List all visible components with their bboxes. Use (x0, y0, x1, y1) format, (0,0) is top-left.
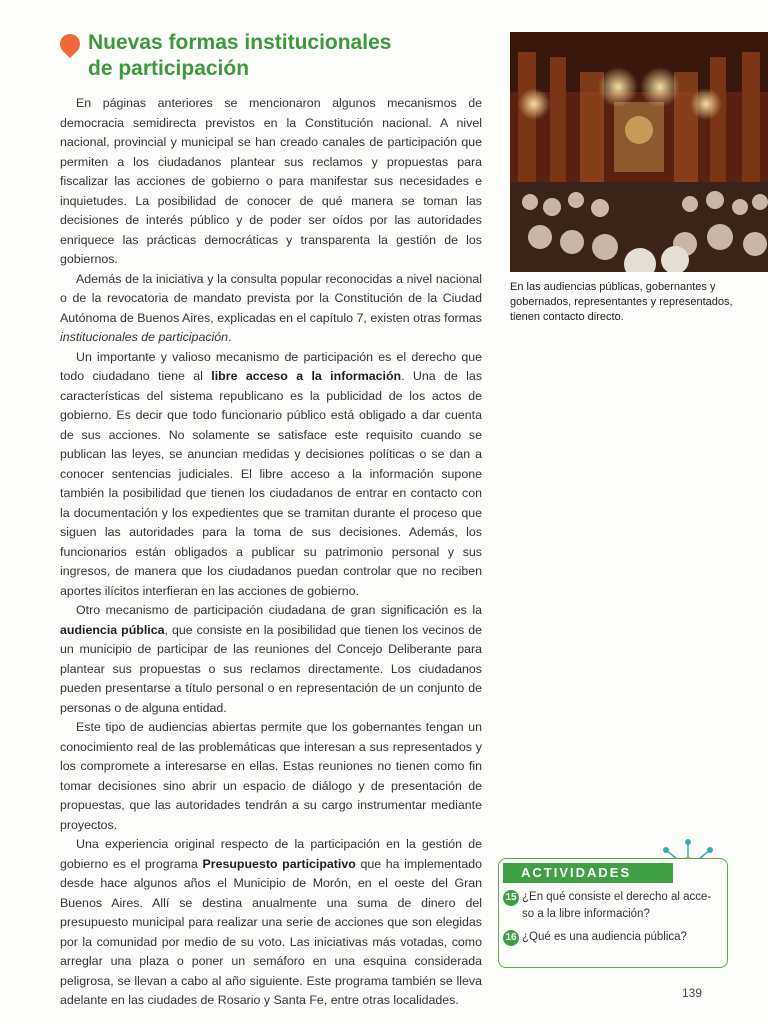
term-audiencia-publica: audiencia pública (60, 622, 165, 637)
audience-hall-photo (510, 32, 768, 272)
paragraph-1: En páginas anteriores se mencionaron algunos mecanismos de democracia semidirecta previstos en la Constitución nacional. A nivel nacional, provincial y municipal se han creado canales de participación que permiten a los ciudadanos plantear sus reclamos y propuestas para fiscalizar las acciones de gobierno o para manifestar sus necesidades e inquietudes. La posibilidad de conocer de qué manera se toman las decisiones de interés público y de poder ser oídos por las autoridades enriquece las prácticas democráticas y transparenta la gestión de los gobiernos. (60, 96, 482, 266)
activities-box (498, 858, 728, 968)
section-heading (60, 30, 460, 82)
emphasis-institutional: institucionales de participación (60, 330, 229, 344)
page-number: 139 (682, 986, 703, 1000)
paragraph-2: Además de la iniciativa y la consulta popular reconocidas a nivel nacional o de la revocatoria de mandato prevista por la Constitución de la Ciudad Autónoma de Buenos Aires, explicadas en el capítulo 7, existen otras formas institucionales de participación. (60, 271, 482, 344)
question-15-line-2: so a la libre información? (522, 908, 650, 920)
main-text (60, 94, 482, 1011)
question-number-16: 16 (503, 930, 519, 946)
paragraph-6: Una experiencia original respecto de la participación en la gestión de gobierno es el programa Presupuesto participativo que ha implementado desde hace algunos años el Municipio de Morón, en el oeste del Gran Buenos Aires. Allí se destina anualmente una suma de dinero del presupuesto municipal para realizar una serie de acciones que son elegidas por la comunidad por medio de su voto. Las iniciativas más votadas, como arreglar una plaza o poner un semáforo en una esquina considerada peligrosa, se llevan a cabo al año siguiente. Este programa también se lleva adelante en las ciudades de Rosario y Santa Fe, entre otras localidades. (60, 837, 482, 1007)
paragraph-4: Otro mecanismo de participación ciudadana de gran significación es la audiencia pública, que consiste en la posibilidad que tienen los vecinos de un municipio de participar de las reuniones del Concejo Deliberante para plantear sus propuestas o sus reclamos directamente. Los ciudadanos pueden presentarse a título personal o en representación de un conjunto de personas o de alguna entidad. (60, 603, 482, 715)
question-16-text: ¿Qué es una audiencia pública? (522, 931, 687, 943)
paragraph-5: Este tipo de audiencias abiertas permite que los gobernantes tengan un conocimiento real de las problemáticas que interesan a sus representados y los compromete a interesarse en ellas. Estas reuniones no tienen como fin tomar decisiones sino abrir un espacio de diálogo y de presentación de propuestas, que las autoridades tendrán a su cargo instrumentar mediante proyectos. (60, 720, 482, 832)
title-line-2: de participación (88, 57, 250, 80)
heading-bullet-icon (56, 30, 84, 58)
activity-question-16 (503, 929, 723, 946)
term-presupuesto-participativo: Presupuesto participativo (202, 856, 356, 871)
activity-question-15 (503, 889, 723, 923)
question-15-line-1: ¿En qué consiste el derecho al acce- (522, 891, 712, 903)
page-title (88, 30, 460, 82)
photo-caption: En las audiencias públicas, gobernantes y gobernados, representantes y representados, tienen contacto directo. (510, 281, 733, 323)
paragraph-3: Un importante y valioso mecanismo de participación es el derecho que todo ciudadano tiene al libre acceso a la información. Una de las características del sistema republicano es la publicidad de los actos de gobierno. Es decir que todo funcionario público está obligado a dar cuenta de sus acciones. No solamente se satisface este requisito cuando se publican las leyes, se anuncian medidas y decisiones políticas o se dan a conocer sentencias judiciales. El libre acceso a la información supone también la posibilidad que tienen los ciudadanos de entrar en contacto con la documentación y los expedientes que se tramitan durante el proceso que siguen las autoridades para la toma de sus decisiones. Además, los funcionarios están obligados a publicar su patrimonio personal y sus ingresos, de manera que los ciudadanos puedan controlar que no reciben aportes ilícitos interfieran en las acciones de gobierno. (60, 349, 483, 598)
question-number-15: 15 (503, 890, 519, 906)
hall-illustration (510, 32, 768, 272)
activities-banner: ACTIVIDADES (503, 863, 673, 883)
title-line-1: Nuevas formas institucionales (88, 31, 392, 54)
term-libre-acceso: libre acceso a la información (211, 369, 402, 383)
